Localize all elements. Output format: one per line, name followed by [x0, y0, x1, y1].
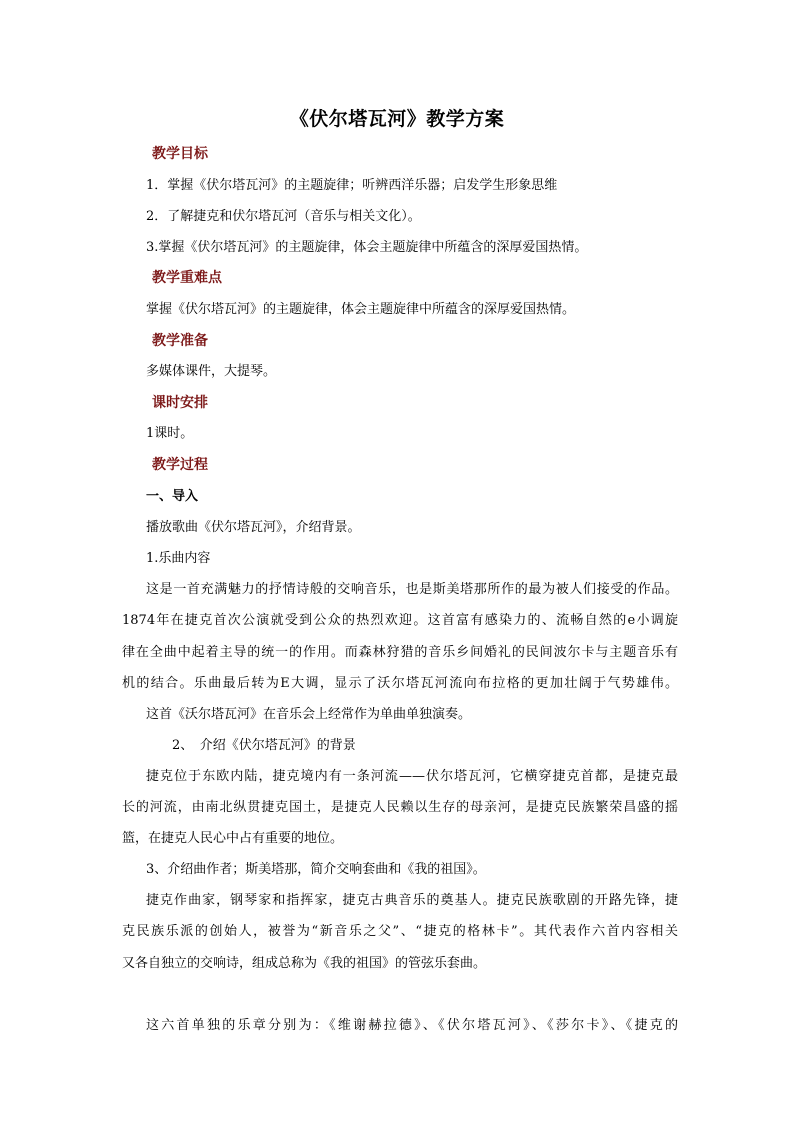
objective-item: 2．了解捷克和伏尔塔瓦河（音乐与相关文化）。: [146, 209, 421, 224]
background-heading: 2、 介绍《伏尔塔瓦河》的背景: [172, 738, 356, 753]
composer-heading: 3、介绍曲作者；斯美塔那，简介交响套曲和《我的祖国》。: [146, 862, 486, 877]
document-title: 《伏尔塔瓦河》教学方案: [289, 108, 505, 130]
heading-preparation: 教学准备: [152, 333, 208, 349]
content-line: 1874年在捷克首次公演就受到公众的热烈欢迎。这首富有感染力的、流畅自然的e小调旋: [122, 613, 678, 628]
heading-intro: 一、导入: [146, 489, 199, 504]
intro-text: 播放歌曲《伏尔塔瓦河》，介绍背景。: [146, 520, 361, 535]
heading-objectives: 教学目标: [152, 146, 208, 162]
objective-item: 3.掌握《伏尔塔瓦河》的主题旋律，体会主题旋律中所蕴含的深厚爱国热情。: [146, 240, 588, 255]
objective-item: 1．掌握《伏尔塔瓦河》的主题旋律；听辨西洋乐器；启发学生形象思维: [146, 178, 558, 193]
background-line: 长的河流，由南北纵贯捷克国土，是捷克人民赖以生存的母亲河，是捷克民族繁荣昌盛的摇: [122, 800, 678, 815]
background-line: 篮，在捷克人民心中占有重要的地位。: [122, 831, 344, 846]
content-line: 这是一首充满魅力的抒情诗般的交响音乐，也是斯美塔那所作的最为被人们接受的作品。: [146, 582, 678, 597]
heading-key-points: 教学重难点: [152, 270, 222, 286]
heading-process: 教学过程: [152, 457, 208, 473]
content-line: 律在全曲中起着主导的统一的作用。而森林狩猎的音乐乡间婚礼的民间波尔卡与主题音乐有: [122, 645, 678, 660]
key-points-text: 掌握《伏尔塔瓦河》的主题旋律，体会主题旋律中所蕴含的深厚爱国热情。: [146, 302, 576, 317]
composer-line: 捷克作曲家，钢琴家和指挥家，捷克古典音乐的奠基人。捷克民族歌剧的开路先锋，捷: [146, 893, 678, 908]
content-heading: 1.乐曲内容: [146, 551, 211, 566]
composer-line: 克民族乐派的创始人，被誉为“新音乐之父”、“捷克的格林卡”。其代表作六首内容相关: [122, 924, 678, 939]
composer-line: 这六首单独的乐章分别为：《维谢赫拉德》、《伏尔塔瓦河》、《莎尔卡》、《捷克的: [146, 1018, 678, 1033]
preparation-text: 多媒体课件，大提琴。: [146, 364, 277, 379]
schedule-text: 1课时。: [146, 426, 194, 441]
heading-schedule: 课时安排: [152, 395, 208, 411]
content-line: 这首《沃尔塔瓦河》在音乐会上经常作为单曲单独演奏。: [146, 707, 472, 722]
content-line: 机的结合。乐曲最后转为E大调，显示了沃尔塔瓦河流向布拉格的更加壮阔于气势雄伟。: [122, 676, 678, 691]
composer-line: 又各自独立的交响诗，组成总称为《我的祖国》的管弦乐套曲。: [122, 956, 487, 971]
background-line: 捷克位于东欧内陆，捷克境内有一条河流——伏尔塔瓦河，它横穿捷克首都，是捷克最: [146, 769, 678, 784]
